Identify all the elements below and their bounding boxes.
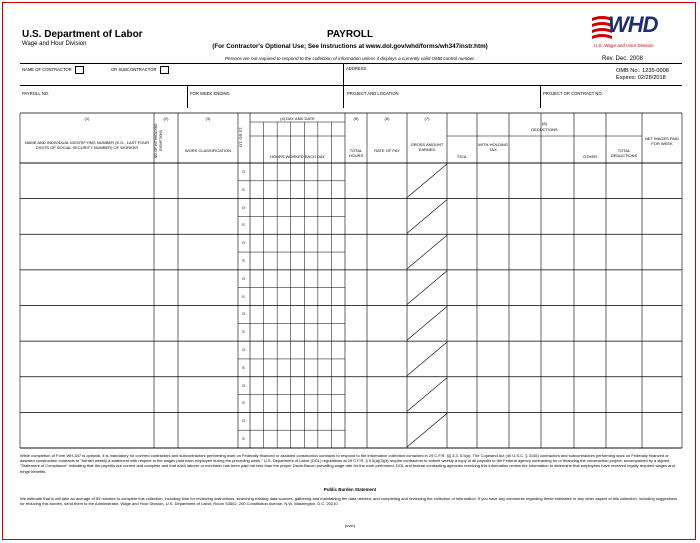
header-rate: RATE OF PAY xyxy=(374,148,400,153)
ot-st-code: O xyxy=(242,204,246,210)
header-classification: WORK CLASSIFICATION xyxy=(184,148,232,153)
header-other: OTHER xyxy=(583,154,597,159)
omb-expires: Expires: 02/28/2018 xyxy=(616,75,666,81)
ot-st-code: S xyxy=(242,329,245,335)
ot-st-code: S xyxy=(242,257,245,263)
header-fica: FICA xyxy=(457,154,467,159)
department-name: U.S. Department of Labor xyxy=(22,29,143,40)
contractor-label: NAME OF CONTRACTOR xyxy=(22,67,72,73)
header-gross: GROSS AMOUNT EARNED xyxy=(410,142,444,152)
project-location-label: PROJECT AND LOCATION xyxy=(347,91,399,96)
division-name: Wage and Hour Division xyxy=(22,41,87,47)
header-withholding: NO. OF WITHHOLDING EXEMPTIONS xyxy=(154,123,163,159)
gross-diagonal xyxy=(407,271,447,305)
ot-st-code: S xyxy=(242,293,245,299)
ot-st-code: O xyxy=(242,275,246,281)
header-net-wages: NET WAGES PAID FOR WEEK xyxy=(645,136,679,146)
header-deductions: DEDUCTIONS xyxy=(531,127,558,132)
header-withholding-tax: WITH-HOLDING TAX xyxy=(478,142,508,152)
gross-diagonal xyxy=(407,200,447,234)
address-label: ADDRESS xyxy=(346,66,367,71)
omb-number: OMB No.: 1235-0008 xyxy=(616,68,669,74)
gross-diagonal xyxy=(407,307,447,341)
gross-diagonal xyxy=(407,235,447,269)
whd-logo: WHD xyxy=(608,12,658,37)
project-contract-label: PROJECT OR CONTRACT NO. xyxy=(543,91,603,96)
col-num-1: (1) xyxy=(84,116,90,121)
header-total-deductions: TOTAL DEDUCTIONS xyxy=(610,148,638,158)
gross-diagonal xyxy=(407,342,447,376)
burden-paragraph: We estimate that is will take an average of 55 minutes to complete this collection, including time for reviewing instructions, searching existing data sources, gathering and maintaining the data needed, and completing and reviewing the collection of information. If you have any comments regarding these estimates or any other aspect of this collection, including suggestions for reducing this burden, send them to the Administrator, Wage and Hour Division, U.S. Department of Labor, Room S3502, 200 Constitution Avenue, N.W. Washington, D.C. 20210 xyxy=(20,496,678,507)
burden-title: Public Burden Statement xyxy=(323,487,377,492)
gross-diagonal xyxy=(407,378,447,412)
page-indicator: (over) xyxy=(344,523,356,528)
ot-st-code: S xyxy=(242,222,245,228)
ot-st-code: O xyxy=(242,418,246,424)
compliance-paragraph: While completion of Form WH-347 is optional, it is mandatory for covered contractors and subcontractors performing work on Federally financed or assisted construction contracts to respond to the information collection contained in 29 C.F.R. §§ 3.3, 5.5(a). The Copeland Act (40 U.S.C. § 3145) contractors and subcontractors performing work on Federally financed or assisted construction contracts to "furnish weekly a statement with respect to the wages paid each employee during the preceding week." U.S. Department of Labor (DOL) regulations at 29 C.F.R. § 5.5(a)(3)(ii) require contractors to submit weekly a copy of all payrolls to the Federal agency contracting for or financing the construction project, accompanied by a signed "Statement of Compliance" indicating that the payrolls are correct and complete and that each laborer or mechanic has been paid not less than the proper Davis-Bacon prevailing wage rate for the work performed. DOL and federal contracting agencies receiving this information review the information to determine that employees have received legally required wages and fringe benefits. xyxy=(20,453,675,474)
ot-st-code: O xyxy=(242,311,246,317)
form-title: PAYROLL xyxy=(326,29,374,40)
ot-st-code: S xyxy=(242,186,245,192)
col-num-6: (6) xyxy=(384,116,390,121)
header-ot-st: OT. OR ST. xyxy=(238,126,243,148)
ot-st-code: O xyxy=(242,382,246,388)
ot-st-code: S xyxy=(242,364,245,370)
col-num-3: (3) xyxy=(205,116,211,121)
omb-notice: Persons are not required to respond to the collection of information unless it displays a currently valid OMB control number. xyxy=(224,56,476,61)
col-num-4: (4) DAY AND DATE xyxy=(280,116,315,121)
header-total-hours: TOTAL HOURS xyxy=(348,148,364,158)
ot-st-code: O xyxy=(242,168,246,174)
ot-st-code: S xyxy=(242,436,245,442)
revision-date: Rev. Dec. 2008 xyxy=(602,56,643,62)
gross-diagonal xyxy=(407,164,447,198)
whd-logo-caption: U.S. Wage and Hour Division xyxy=(594,43,654,48)
header-name: NAME AND INDIVIDUAL IDENTIFYING NUMBER (E.G., LAST FOUR DIGITS OF SOCIAL SECURITY NUMBER) OF WORKER xyxy=(24,140,150,150)
payroll-no-label: PAYROLL NO. xyxy=(22,91,50,96)
col-num-7: (7) xyxy=(424,116,430,121)
header-hours: HOURS WORKED EACH DAY xyxy=(270,154,325,159)
gross-diagonal xyxy=(407,413,447,447)
week-ending-label: FOR WEEK ENDING xyxy=(190,91,230,96)
ot-st-code: S xyxy=(242,400,245,406)
ot-st-code: O xyxy=(242,347,246,353)
col-num-2: (2) xyxy=(163,116,169,121)
col-num-8: (8) xyxy=(542,121,547,126)
form-subtitle: (For Contractor's Optional Use; See Instructions at www.dol.gov/whd/forms/wh347instr.htm) xyxy=(212,43,488,50)
subcontractor-label: OR SUBCONTRACTOR xyxy=(111,67,157,73)
ot-st-code: O xyxy=(242,240,246,246)
col-num-5: (5) xyxy=(353,116,359,121)
